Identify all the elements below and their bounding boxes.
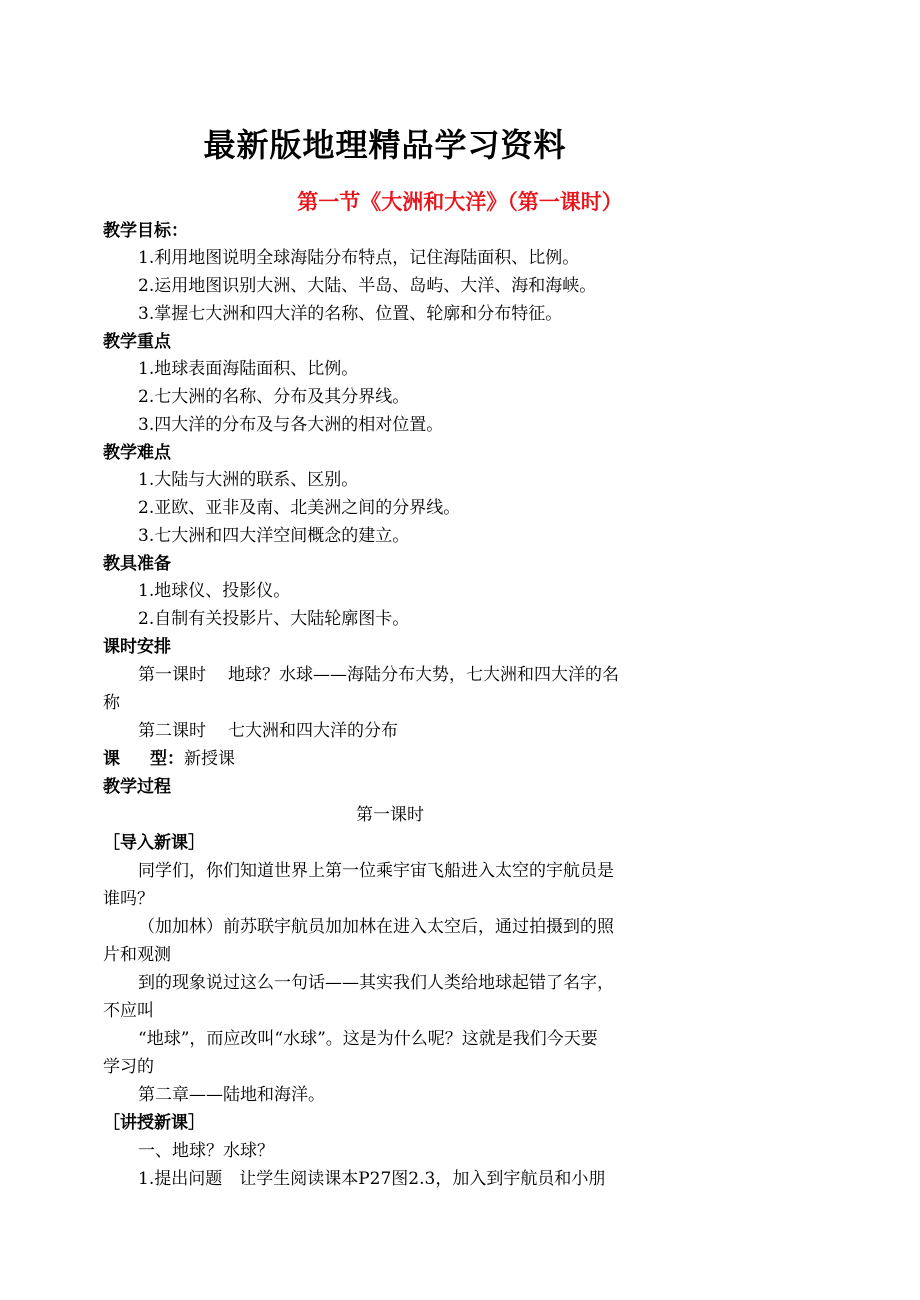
objectives-heading: 教学目标： [103, 221, 188, 241]
intro-line: 谁吗？ [103, 889, 154, 909]
lesson-type-label-b: 型： [150, 749, 184, 769]
intro-line: 片和观测 [103, 945, 171, 965]
process-heading: 教学过程 [103, 777, 171, 797]
lesson-type-label-a: 课 [103, 749, 120, 769]
objective-item: 1.利用地图说明全球海陆分布特点，记住海陆面积、比例。 [138, 248, 580, 268]
difficulty-item: 1.大陆与大洲的联系、区别。 [138, 470, 359, 490]
difficulties-heading: 教学难点 [103, 443, 171, 463]
section-title: 第一节《大洲和大洋》（第一课时） [297, 190, 623, 214]
intro-line: 到的现象说过这么一句话——其实我们人类给地球起错了名字， [138, 973, 614, 993]
lesson-1-text: 地球？水球——海陆分布大势，七大洲和四大洋的名 [228, 665, 619, 685]
intro-line: 第二章——陆地和海洋。 [138, 1085, 325, 1105]
key-point-item: 2.七大洲的名称、分布及其分界线。 [138, 387, 410, 407]
teach-heading: ［讲授新课］ [103, 1113, 205, 1133]
lesson-type [103, 746, 235, 772]
difficulty-item: 3.七大洲和四大洋空间概念的建立。 [138, 526, 410, 546]
key-point-item: 1.地球表面海陆面积、比例。 [138, 359, 359, 379]
intro-line: 不应叫 [103, 1001, 154, 1021]
key-points-heading: 教学重点 [103, 332, 171, 352]
lesson-1-label: 第一课时 [138, 665, 206, 685]
teach-line: 一、地球？水球？ [138, 1141, 274, 1161]
lesson-2-label: 第二课时 [138, 721, 206, 741]
process-subheading: 第一课时 [356, 805, 424, 825]
intro-line: “地球”，而应改叫“水球”。这是为什么呢？这就是我们今天要 [138, 1029, 598, 1049]
teach-line: 1.提出问题 让学生阅读课本P27图2.3，加入到宇航员和小朋 [138, 1169, 606, 1189]
objective-item: 2.运用地图识别大洲、大陆、半岛、岛屿、大洋、海和海峡。 [138, 276, 597, 296]
difficulty-item: 2.亚欧、亚非及南、北美洲之间的分界线。 [138, 498, 461, 518]
intro-heading: ［导入新课］ [103, 833, 205, 853]
document-title: 最新版地理精品学习资料 [203, 126, 567, 164]
intro-line: 学习的 [103, 1057, 154, 1077]
lesson-2-text: 七大洲和四大洋的分布 [228, 721, 398, 741]
schedule-lesson-2 [138, 718, 398, 744]
lesson-type-value: 新授课 [184, 749, 235, 769]
tools-heading: 教具准备 [103, 554, 171, 574]
intro-line: （加加林）前苏联宇航员加加林在进入太空后，通过拍摄到的照 [138, 917, 614, 937]
schedule-lesson-1-cont: 称 [103, 693, 120, 713]
schedule-heading: 课时安排 [103, 637, 171, 657]
schedule-lesson-1 [138, 662, 619, 688]
tool-item: 2.自制有关投影片、大陆轮廓图卡。 [138, 609, 410, 629]
tool-item: 1.地球仪、投影仪。 [138, 581, 291, 601]
intro-line: 同学们，你们知道世界上第一位乘宇宙飞船进入太空的宇航员是 [138, 861, 614, 881]
key-point-item: 3.四大洋的分布及与各大洲的相对位置。 [138, 415, 444, 435]
objective-item: 3.掌握七大洲和四大洋的名称、位置、轮廓和分布特征。 [138, 304, 563, 324]
